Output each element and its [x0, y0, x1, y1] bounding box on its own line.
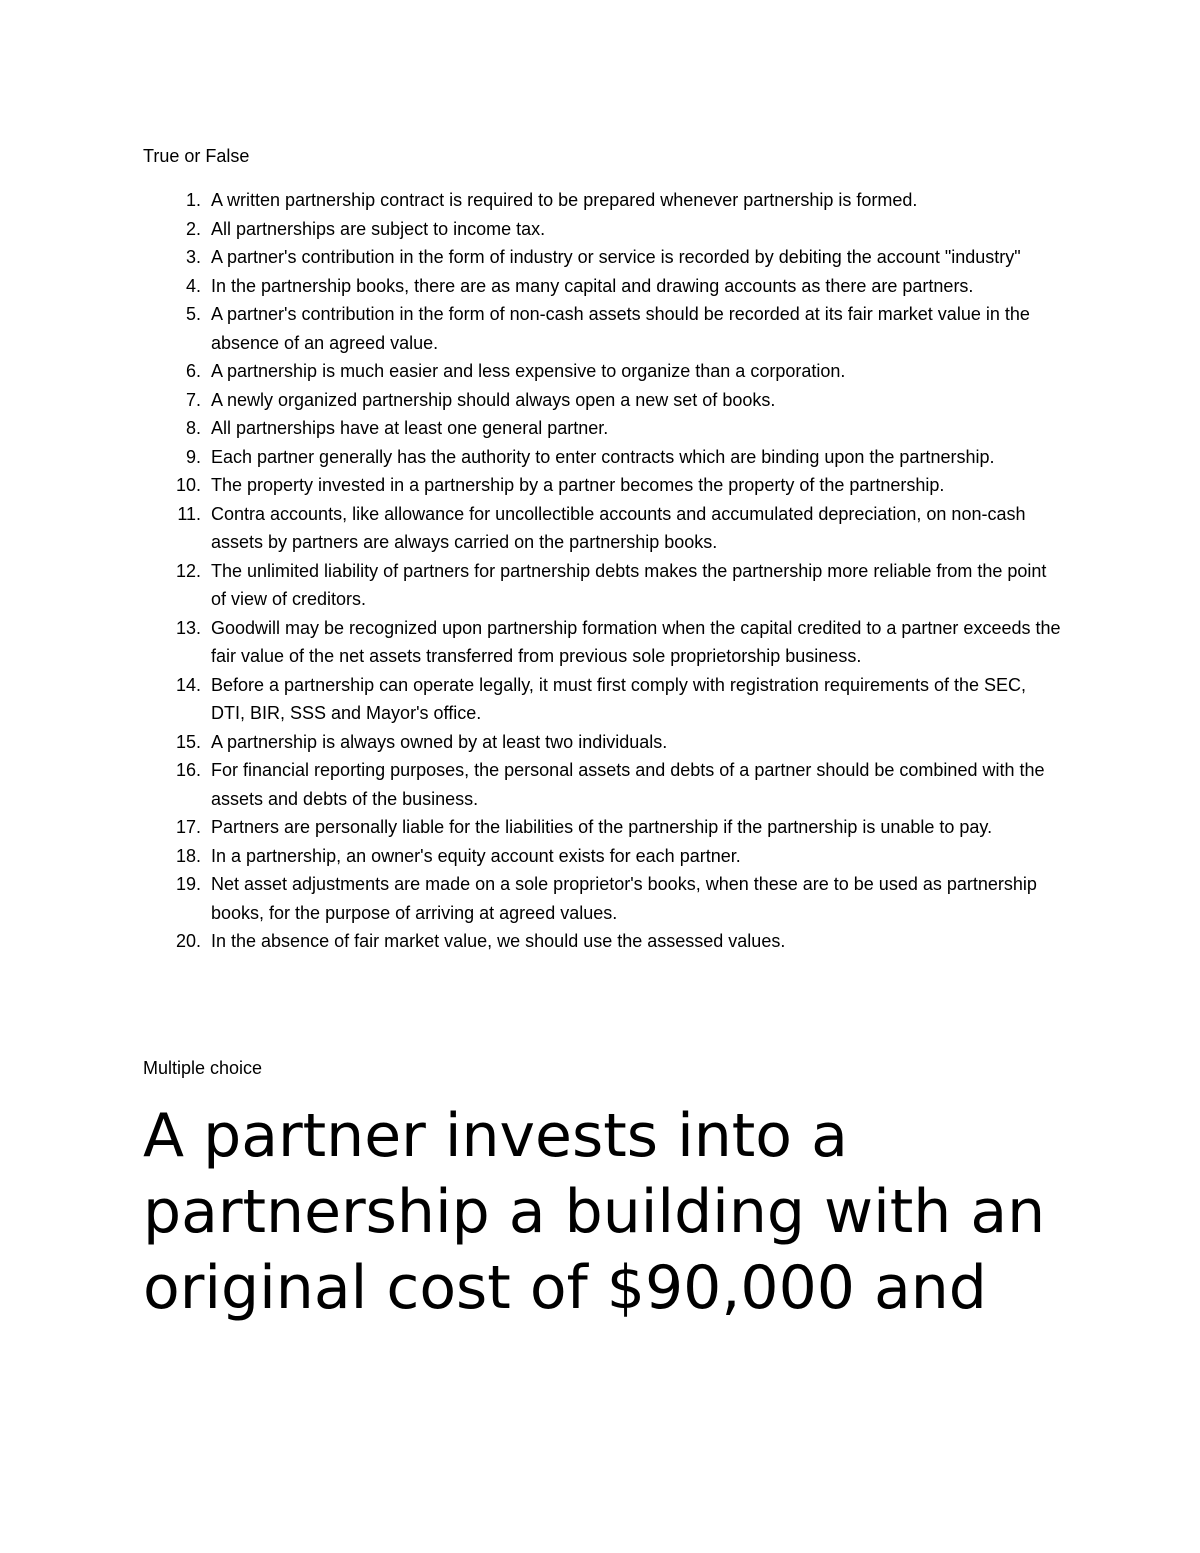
list-item-number: 17.	[175, 817, 201, 837]
list-item	[143, 272, 1063, 301]
list-item	[143, 756, 1063, 813]
list-item	[143, 386, 1063, 415]
list-item-text: Goodwill may be recognized upon partnership formation when the capital credited to a partner exceeds the fair value of the net assets transferred from previous sole proprietorship business.	[211, 617, 1061, 666]
list-item-number: 2.	[185, 218, 201, 239]
list-item	[143, 813, 1063, 842]
list-item	[143, 728, 1063, 757]
list-item	[143, 870, 1063, 927]
true-or-false-heading: True or False	[143, 146, 250, 166]
list-item	[143, 557, 1063, 614]
list-item-number: 18.	[175, 845, 201, 866]
list-item-text: A partner's contribution in the form of industry or service is recorded by debiting the account "industry"	[211, 247, 1021, 267]
list-item-number: 15.	[175, 731, 201, 752]
list-item-text: All partnerships are subject to income tax.	[211, 218, 546, 239]
list-item	[143, 614, 1063, 671]
list-item	[143, 500, 1063, 557]
multiple-choice-heading: Multiple choice	[143, 1058, 263, 1078]
list-item-text: A partner's contribution in the form of non-cash assets should be recorded at its fair market value in the absence of an agreed value.	[211, 304, 1030, 353]
list-item-text: A partnership is always owned by at least two individuals.	[211, 731, 668, 752]
list-item-text: Contra accounts, like allowance for uncollectible accounts and accumulated depreciation, on non-cash assets by partners are always carried on the partnership books.	[211, 503, 1026, 552]
list-item	[143, 215, 1063, 244]
list-item-text: Net asset adjustments are made on a sole proprietor's books, when these are to be used as partnership books, for the purpose of arriving at agreed values.	[211, 874, 1037, 923]
list-item	[143, 443, 1063, 472]
list-item-text: In the partnership books, there are as many capital and drawing accounts as there are partners.	[211, 275, 974, 296]
list-item-number: 12.	[175, 560, 201, 581]
list-item-number: 4.	[185, 275, 201, 296]
list-item-text: All partnerships have at least one general partner.	[211, 418, 609, 438]
list-item	[143, 414, 1063, 443]
list-item-text: Each partner generally has the authority to enter contracts which are binding upon the partnership.	[211, 446, 995, 467]
list-item-number: 5.	[185, 304, 201, 324]
list-item-number: 20.	[175, 931, 201, 951]
list-item	[143, 300, 1063, 357]
list-item-number: 19.	[175, 874, 201, 894]
list-item-number: 10.	[175, 475, 201, 495]
list-item-number: 9.	[185, 446, 201, 467]
list-item-number: 6.	[185, 361, 201, 381]
list-item-number: 7.	[185, 389, 201, 410]
list-item-number: 13.	[175, 617, 201, 638]
list-item	[143, 927, 1063, 956]
list-item	[143, 671, 1063, 728]
list-item	[143, 186, 1063, 215]
list-item-text: The unlimited liability of partners for partnership debts makes the partnership more reliable from the point of view of creditors.	[211, 560, 1047, 609]
list-item-number: 1.	[185, 190, 201, 210]
list-item-number: 3.	[185, 247, 201, 267]
list-item-text: In a partnership, an owner's equity account exists for each partner.	[211, 845, 741, 866]
list-item-number: 8.	[185, 418, 201, 438]
true-or-false-list	[143, 186, 1063, 956]
list-item	[143, 842, 1063, 871]
list-item-number: 16.	[175, 760, 201, 780]
list-item	[143, 243, 1063, 272]
list-item-text: A written partnership contract is required to be prepared whenever partnership is formed.	[211, 190, 918, 210]
list-item-text: In the absence of fair market value, we should use the assessed values.	[211, 931, 786, 951]
list-item-number: 14.	[175, 674, 201, 695]
list-item-text: Before a partnership can operate legally, it must first comply with registration requirements of the SEC, DTI, BIR, SSS and Mayor's office.	[211, 674, 1027, 723]
list-item-text: Partners are personally liable for the liabilities of the partnership if the partnership is unable to pay.	[211, 817, 993, 837]
multiple-choice-question: A partner invests into a partnership a building with an original cost of $90,000 and	[143, 1101, 1046, 1323]
list-item-text: A partnership is much easier and less expensive to organize than a corporation.	[211, 361, 846, 381]
list-item-text: For financial reporting purposes, the personal assets and debts of a partner should be combined with the assets and debts of the business.	[211, 760, 1045, 809]
list-item	[143, 471, 1063, 500]
list-item	[143, 357, 1063, 386]
list-item-text: The property invested in a partnership by a partner becomes the property of the partnership.	[211, 475, 945, 495]
list-item-number: 11.	[177, 503, 201, 524]
list-item-text: A newly organized partnership should always open a new set of books.	[211, 389, 776, 410]
